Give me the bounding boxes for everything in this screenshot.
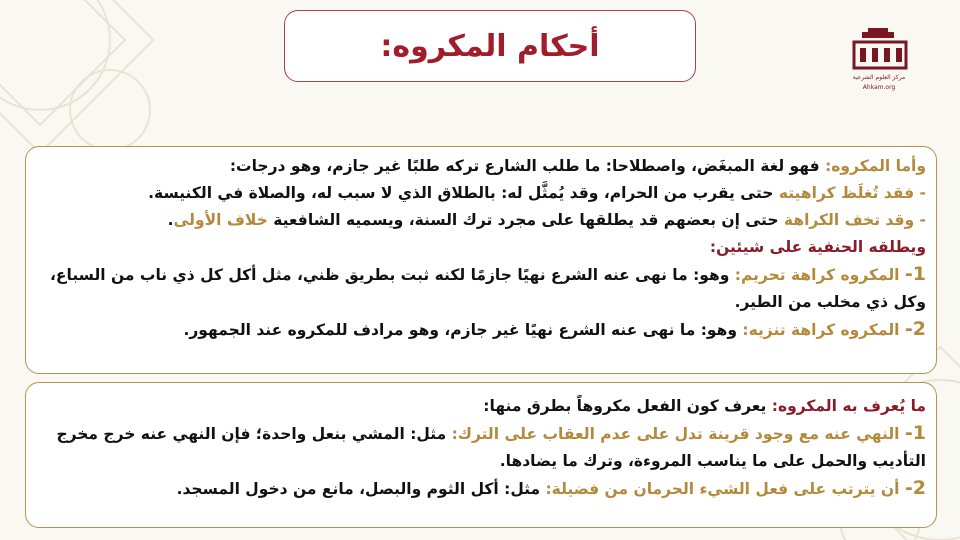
logo-subline: Ahkam.org [862,84,896,91]
method-1-text: مثل: المشي بنعل واحدة؛ فإن النهي عنه خرج مخرج التأديب والحمل على ما يناسب المروءة، وترك ما يضادها. [56,425,926,470]
dash-marker: - [914,184,926,202]
identification-label: ما يُعرف به المكروه: [771,397,926,415]
item-number: 2- [904,477,926,499]
degree-light-text: حتى إن بعضهم قد يطلقها على مجرد ترك السنة، ويسميه الشافعية [267,211,784,229]
logo-icon [848,28,912,92]
tahrim-item [38,261,926,316]
hanafi-heading: ويطلقه الحنفية على شيئين: [709,238,926,256]
method-2-text: مثل: أكل الثوم والبصل، مانع من دخول المسجد. [176,480,546,498]
method-1-item [38,420,926,475]
method-2-label: أن يترتب على فعل الشيء الحرمان من فضيلة: [545,480,905,498]
method-2-item [38,475,926,503]
degree-heavy-label: فقد تُغلَظ كراهيته [778,184,915,202]
identification-box [25,382,937,528]
item-number: 2- [904,318,926,340]
degree-light-label: وقد تخف الكراهة [783,211,915,229]
logo-subtitle: مركز العلوم الشرعية [852,74,906,81]
tanzih-item [38,316,926,344]
definition-label: وأما المكروه: [825,157,926,175]
definition-text: فهو لغة المبغَض، واصطلاحا: ما طلب الشارع تركه طلبًا غير جازم، وهو درجات: [229,157,826,175]
item-number: 1- [904,422,926,444]
page-title: أحكام المكروه: [380,28,600,64]
degree-light-end: . [167,211,174,229]
tahrim-label: المكروه كراهة تحريم: [734,266,905,284]
degree-heavy-line [38,180,926,207]
khilaf-awla-label: خلاف الأولى [173,211,268,229]
definition-box [25,146,937,374]
tanzih-text: وهو: ما نهى عنه الشرع نهيًا غير جازم، وهو مرادف للمكروه عند الجمهور. [183,321,743,339]
definition-line [38,153,926,180]
item-number: 1- [904,263,926,285]
dash-marker: - [914,211,926,229]
degree-light-line [38,207,926,234]
identification-text: يعرف كون الفعل مكروهاً بطرق منها: [483,397,772,415]
method-1-label: النهي عنه مع وجود قرينة تدل على عدم العقاب على الترك: [451,425,905,443]
degree-heavy-text: حتى يقرب من الحرام، وقد يُمثَّل له: بالطلاق الذي لا سبب له، والصلاة في الكنيسة. [148,184,779,202]
tahrim-text: وهو: ما نهى عنه الشرع نهيًا جازمًا لكنه ثبت بطريق ظني، مثل أكل كل ذي ناب من السباع، وكل ذي مخلب من الطير. [50,266,926,311]
tanzih-label: المكروه كراهة تنزيه: [742,321,905,339]
identification-heading-line [38,393,926,420]
title-box [284,10,696,82]
